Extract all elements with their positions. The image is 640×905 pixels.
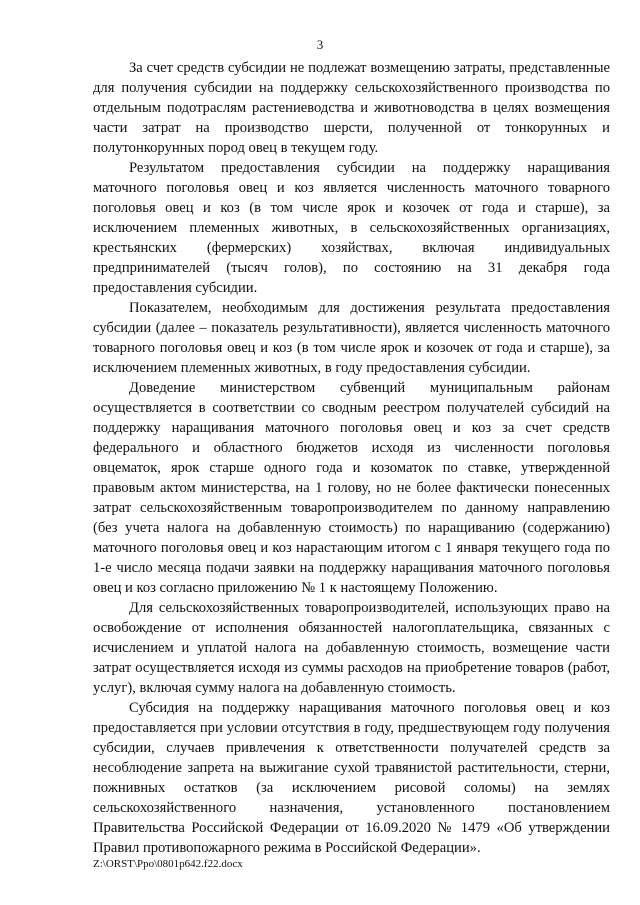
- paragraph-subvention-distribution: Доведение министерством субвенций муниципальным районам осуществляется в соответствии со сводным реестром получателей субсидий на поддержку наращивания маточного поголовья овец и коз за счет средств федерального и областного бюджетов исходя из численности поголовья овцематок, ярок старше одного года и козоматок по ставке, утвержденной правовым актом министерства, на 1 голову, но не более фактически понесенных затрат сельскохозяйственным товаропроизводителем по данному направлению (без учета налога на добавленную стоимость) по наращиванию (содержанию) маточного поголовья овец и коз нарастающим итогом с 1 января текущего года по 1-е число месяца подачи заявки на поддержку наращивания маточного поголовья овец и коз согласно приложению № 1 к настоящему Положению.: [93, 380, 610, 596]
- file-path-footer: Z:\ORST\Ppo\0801p642.f22.docx: [93, 858, 243, 870]
- paragraph-vat-exempt-producers: Для сельскохозяйственных товаропроизводителей, использующих право на освобождение от исполнения обязанностей налогоплательщика, связанных с исчислением и уплатой налога на добавленную стоимость, возмещение части затрат осуществляется исходя из суммы расходов на приобретение товаров (работ, услуг), включая сумму налога на добавленную стоимость.: [93, 600, 610, 696]
- paragraph-performance-indicator: Показателем, необходимым для достижения результата предоставления субсидии (далее – показатель результативности), является численность маточного товарного поголовья овец и коз (в том числе ярок и козочек от года и старше), за исключением племенных животных, в году предоставления субсидии.: [93, 300, 610, 376]
- page-number: 3: [316, 37, 324, 52]
- paragraph-subsidy-result: Результатом предоставления субсидии на поддержку наращивания маточного поголовья овец и коз является численность маточного товарного поголовья овец и коз (в том числе ярок и козочек от года и старше), за исключением племенных животных, в сельскохозяйственных организациях, крестьянских (фермерских) хозяйствах, включая индивидуальных предпринимателей (тысяч голов), по состоянию на 31 декабря года предоставления субсидии.: [93, 160, 610, 296]
- paragraph-excluded-costs: За счет средств субсидии не подлежат возмещению затраты, представленные для получения субсидии на поддержку сельскохозяйственного производства по отдельным подотраслям растениеводства и животноводства в целях возмещения части затрат на производство шерсти, полученной от тонкорунных и полутонкорунных пород овец в текущем году.: [93, 60, 610, 156]
- document-body: [93, 58, 610, 858]
- paragraph-subsidy-conditions: Субсидия на поддержку наращивания маточного поголовья овец и коз предоставляется при условии отсутствия в году, предшествующем году получения субсидии, случаев привлечения к ответственности получателей средств за несоблюдение запрета на выжигание сухой травянистой растительности, стерни, пожнивных остатков (за исключением рисовой соломы) на землях сельскохозяйственного назначения, установленного постановлением Правительства Российской Федерации от 16.09.2020 № 1479 «Об утверждении Правил противопожарного режима в Российской Федерации».: [93, 700, 610, 856]
